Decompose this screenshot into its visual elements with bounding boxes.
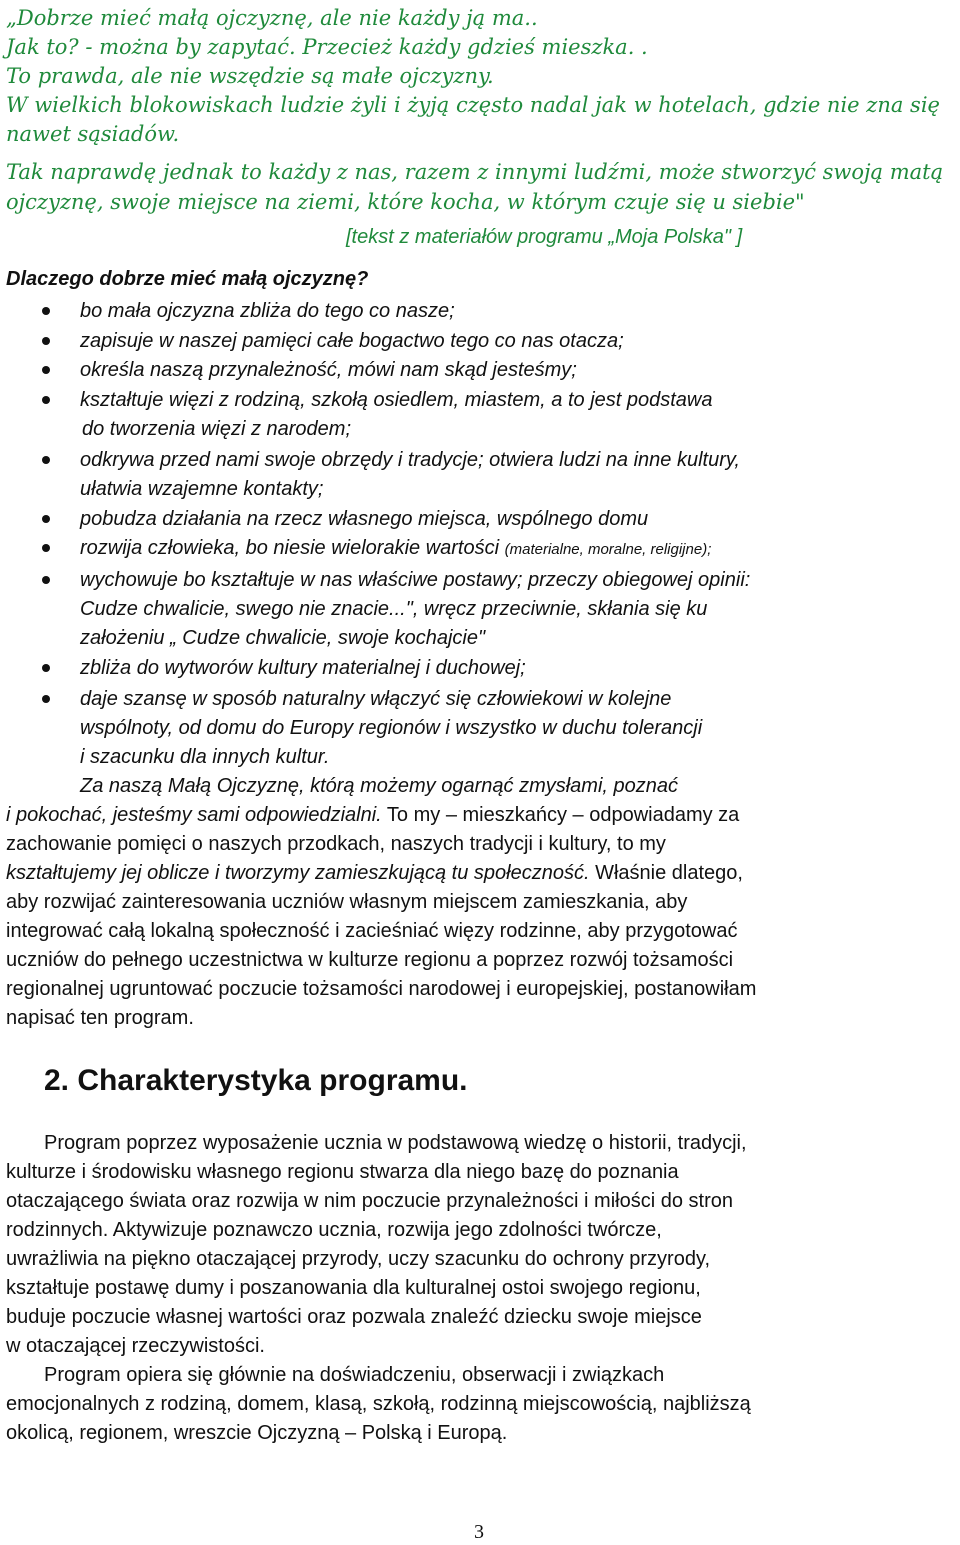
quote-line-3: To prawda, ale nie wszędzie są małe ojczyzny. <box>6 64 494 88</box>
bullet-item: odkrywa przed nami swoje obrzędy i tradycje; otwiera ludzi na inne kultury, <box>80 449 740 471</box>
program-line: kształtuje postawę dumy i poszanowania dla kulturalnej ostoi swojego regionu, <box>6 1277 701 1299</box>
program-line: Program poprzez wyposażenie ucznia w podstawową wiedzę o historii, tradycji, <box>44 1132 747 1154</box>
program-line: emocjonalnych z rodziną, domem, klasą, szkołą, rodzinną miejscowością, najbliższą <box>6 1393 751 1415</box>
closing-line-9: napisać ten program. <box>6 1007 194 1029</box>
program-line: Program opiera się głównie na doświadczeniu, obserwacji i związkach <box>44 1364 665 1386</box>
closing-line-2 <box>6 801 739 830</box>
closing-line-8: regionalnej ugruntować poczucie tożsamości narodowej i europejskiej, postanowiłam <box>6 978 757 1000</box>
quote-line-7: ojczyznę, swoje miejsce na ziemi, które kocha, w którym czuje się u siebie" <box>6 190 805 214</box>
section-title: 2. Charakterystyka programu. <box>44 1064 468 1097</box>
closing-normal: To my – mieszkańcy – odpowiadamy za <box>381 804 740 826</box>
closing-line-1: Za naszą Małą Ojczyznę, którą możemy ogarnąć zmysłami, poznać <box>80 775 678 797</box>
bullet-item: pobudza działania na rzecz własnego miejsca, wspólnego domu <box>80 508 649 530</box>
closing-line-5: aby rozwijać zainteresowania uczniów własnym miejscem zamieszkania, aby <box>6 891 688 913</box>
bullet-dot <box>42 695 50 703</box>
program-line: buduje poczucie własnej wartości oraz pozwala znaleźć dziecku swoje miejsce <box>6 1306 702 1328</box>
bullet-dot <box>42 576 50 584</box>
bullet-item <box>80 534 711 564</box>
question-heading: Dlaczego dobrze mieć małą ojczyznę? <box>6 268 369 290</box>
bullet-item: wychowuje bo kształtuje w nas właściwe postawy; przeczy obiegowej opinii: <box>80 569 751 591</box>
bullet-item-cont: Cudze chwalicie, swego nie znacie...", wręcz przeciwnie, skłania się ku <box>80 598 708 620</box>
bullet-dot <box>42 337 50 345</box>
bullet-dot <box>42 544 50 552</box>
quote-source: [tekst z materiałów programu „Moja Polska" ] <box>346 226 743 248</box>
bullet-item: daje szansę w sposób naturalny włączyć się człowiekowi w kolejne <box>80 688 672 710</box>
bullet-item: określa naszą przynależność, mówi nam skąd jesteśmy; <box>80 359 577 381</box>
quote-line-5: nawet sąsiadów. <box>6 122 180 146</box>
closing-line-7: uczniów do pełnego uczestnictwa w kulturze regionu a poprzez rozwój tożsamości <box>6 949 734 971</box>
closing-italic: kształtujemy jej oblicze i tworzymy zamieszkującą tu społeczność. <box>6 862 590 884</box>
program-line: w otaczającej rzeczywistości. <box>6 1335 265 1357</box>
bullet-item: zbliża do wytworów kultury materialnej i duchowej; <box>80 657 526 679</box>
closing-normal: Właśnie dlatego, <box>589 862 743 884</box>
closing-italic: i pokochać, jesteśmy sami odpowiedzialni. <box>6 804 382 826</box>
program-line: uwrażliwia na piękno otaczającej przyrody, uczy szacunku do ochrony przyrody, <box>6 1248 711 1270</box>
bullet-item-main: rozwija człowieka, bo niesie wielorakie wartości <box>80 537 505 559</box>
bullet-dot <box>42 664 50 672</box>
page-number: 3 <box>474 1521 484 1543</box>
bullet-dot <box>42 396 50 404</box>
bullet-dot <box>42 456 50 464</box>
quote-line-6: Tak naprawdę jednak to każdy z nas, razem z innymi ludźmi, może stworzyć swoją matą <box>6 160 944 184</box>
closing-line-4 <box>6 859 743 888</box>
closing-line-3: zachowanie pomięci o naszych przodkach, naszych tradycji i kultury, to my <box>6 833 666 855</box>
bullet-item-cont: założeniu „ Cudze chwalicie, swoje kochajcie" <box>80 627 486 649</box>
program-line: okolicą, regionem, wreszcie Ojczyzną – Polską i Europą. <box>6 1422 508 1444</box>
bullet-dot <box>42 307 50 315</box>
bullet-item-note: (materialne, moralne, religijne); <box>504 541 712 558</box>
bullet-item-cont: ułatwia wzajemne kontakty; <box>80 478 324 500</box>
bullet-dot <box>42 366 50 374</box>
closing-line-6: integrować całą lokalną społeczność i zacieśniać więzy rodzinne, aby przygotować <box>6 920 738 942</box>
program-line: otaczającego świata oraz rozwija w nim poczucie przynależności i miłości do stron <box>6 1190 733 1212</box>
program-line: rodzinnych. Aktywizuje poznawczo ucznia, rozwija jego zdolności twórcze, <box>6 1219 662 1241</box>
quote-line-1: „Dobrze mieć małą ojczyznę, ale nie każdy ją ma.. <box>6 6 538 30</box>
bullet-item: bo mała ojczyzna zbliża do tego co nasze; <box>80 300 455 322</box>
bullet-dot <box>42 515 50 523</box>
program-line: kulturze i środowisku własnego regionu stwarza dla niego bazę do poznania <box>6 1161 679 1183</box>
quote-line-4: W wielkich blokowiskach ludzie żyli i żyją często nadal jak w hotelach, gdzie nie zna się <box>6 93 940 117</box>
bullet-item: kształtuje więzi z rodziną, szkołą osiedlem, miastem, a to jest podstawa <box>80 389 713 411</box>
bullet-item: zapisuje w naszej pamięci całe bogactwo tego co nas otacza; <box>80 330 624 352</box>
bullet-item-cont: i szacunku dla innych kultur. <box>80 746 330 768</box>
bullet-item-cont: do tworzenia więzi z narodem; <box>82 418 352 440</box>
quote-line-2: Jak to? - można by zapytać. Przecież każdy gdzieś mieszka. . <box>6 35 648 59</box>
bullet-item-cont: wspólnoty, od domu do Europy regionów i wszystko w duchu tolerancji <box>80 717 703 739</box>
